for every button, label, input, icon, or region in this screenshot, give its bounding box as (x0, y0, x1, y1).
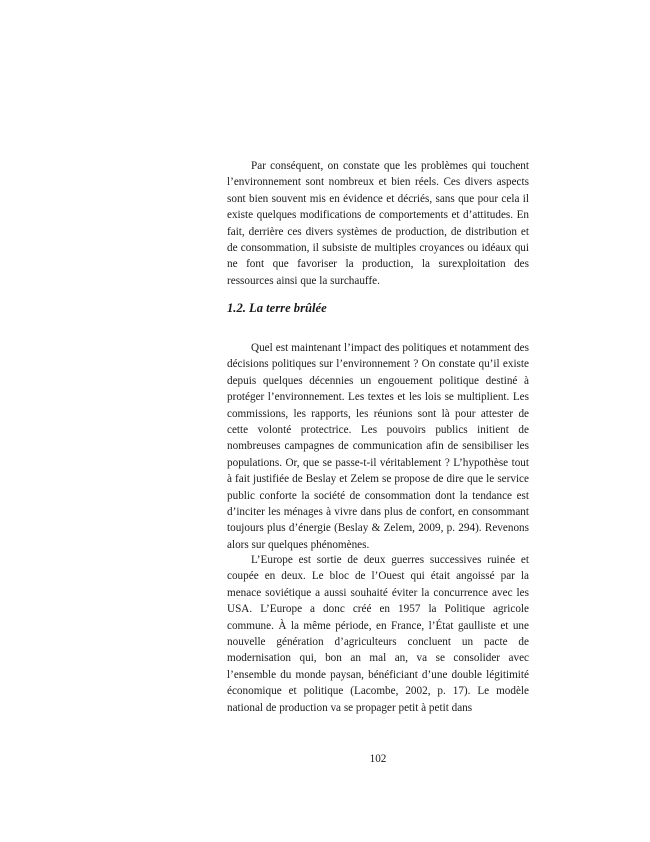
body-paragraph-3 (227, 552, 529, 716)
paragraph-text: Quel est maintenant l’impact des politiques et notamment des décisions politiques sur l’environnement ? On constate qu’il existe depuis quelques décennies un engouement politique destiné à protéger l’environnement. Les textes et les lois se multiplient. Les commissions, les rapports, les réunions sont là pour attester de cette volonté protectrice. Les pouvoirs publics initient de nombreuses campagnes de communication afin de sensibiliser les populations. Or, que se passe-t-il véritablement ? L’hypothèse tout à fait justifiée de Beslay et Zelem se propose de dire que le service public conforte la société de consommation dont la tendance est d’inciter les ménages à vivre dans plus de confort, en consommant toujours plus d’énergie (Beslay & Zelem, 2009, p. 294). Revenons alors sur quelques phénomènes. (227, 342, 529, 551)
paragraph-text: L’Europe est sortie de deux guerres successives ruinée et coupée en deux. Le bloc de l’Ouest qui était angoissé par la menace soviétique a aussi souhaité éviter la concurrence avec les USA. L’Europe a donc créé en 1957 la Politique agricole commune. À la même période, en France, l’État gaulliste et une nouvelle génération d’agriculteurs concluent un pacte de modernisation qui, bon an mal an, va se consolider avec l’ensemble du monde paysan, bénéficiant d’une double légitimité économique et politique (Lacombe, 2002, p. 17). Le modèle national de production va se propager petit à petit dans (227, 554, 529, 714)
body-paragraph-2 (227, 340, 529, 553)
body-paragraph-1 (227, 158, 529, 289)
paragraph-text: Par conséquent, on constate que les problèmes qui touchent l’environnement sont nombreux et bien réels. Ces divers aspects sont bien souvent mis en évidence et décriés, sans que pour cela il existe quelques modifications de comportements et d’attitudes. En fait, derrière ces divers systèmes de production, de distribution et de consommation, il subsiste de multiples croyances ou idéaux qui ne font que favoriser la production, la surexploitation des ressources ainsi que la surchauffe. (227, 160, 529, 287)
page-number: 102 (369, 753, 387, 765)
section-heading: 1.2. La terre brûlée (227, 301, 327, 315)
